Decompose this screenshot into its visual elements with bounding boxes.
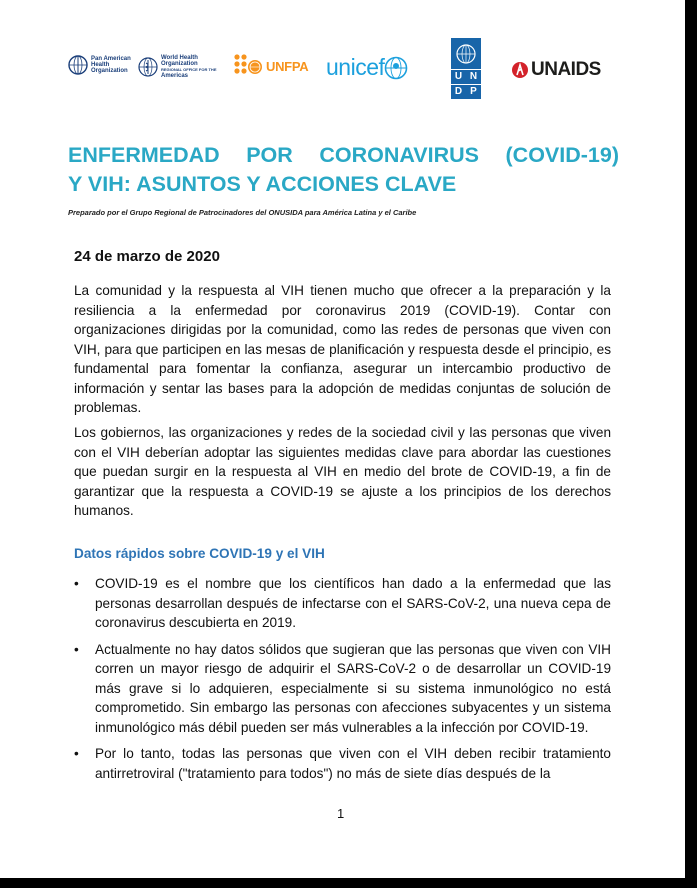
undp-letter: D bbox=[451, 84, 466, 99]
unicef-emblem-icon bbox=[384, 56, 408, 80]
who-name-line2: Organization bbox=[161, 61, 198, 67]
bullet-marker: • bbox=[74, 641, 79, 657]
facts-list bbox=[74, 574, 611, 790]
document-title bbox=[68, 141, 619, 199]
page-number: 1 bbox=[337, 806, 345, 821]
who-name-line1: World Health bbox=[161, 55, 198, 61]
paho-name-line2: Health bbox=[91, 62, 110, 68]
partner-logos bbox=[68, 38, 613, 104]
list-item-text: Por lo tanto, todas las personas que viven con el VIH deben recibir tratamiento antirretroviral ("tratamiento para todos") no más de siete días después de la bbox=[95, 746, 611, 781]
paho-name-line1: Pan American bbox=[91, 56, 131, 62]
list-item bbox=[74, 640, 611, 738]
unaids-logo bbox=[511, 59, 601, 81]
unfpa-dots-icon bbox=[233, 53, 263, 79]
page-frame-bottom bbox=[0, 878, 697, 888]
intro-paragraph: La comunidad y la respuesta al VIH tienen mucho que ofrecer a la preparación y la resiliencia a la enfermedad por coronavirus 2019 (COVID-19). Contar con organizaciones dirigidas por la comunidad, como las redes de personas que viven con VIH, para que participen en las mesas de planificación y respuesta desde el principio, es fundamental para fomentar la confianza, asegurar un intercambio productivo de información y sentar las bases para la adopción de medidas conjuntas de solución de problemas. bbox=[74, 283, 611, 415]
page-frame-right bbox=[685, 0, 697, 888]
title-line-2: Y VIH: ASUNTOS Y ACCIONES CLAVE bbox=[68, 172, 457, 196]
unfpa-wordmark: UNFPA bbox=[266, 58, 309, 74]
red-ribbon-icon bbox=[511, 61, 529, 79]
title-line-1: ENFERMEDAD POR CORONAVIRUS (COVID-19) bbox=[68, 143, 619, 167]
paho-logo bbox=[68, 55, 131, 75]
document-subtitle: Preparado por el Grupo Regional de Patrocinadores del ONUSIDA para América Latina y el Caribe bbox=[68, 208, 417, 217]
measures-paragraph: Los gobiernos, las organizaciones y redes de la sociedad civil y las personas que viven con el VIH deberían adoptar las siguientes medidas clave para abordar las cuestiones que puedan surgir en la respuesta al VIH en medio del brote de COVID-19, a fin de garantizar que la respuesta a COVID-19 se ajuste a los principios de los derechos humanos. bbox=[74, 425, 611, 518]
undp-letter: P bbox=[466, 84, 481, 99]
unaids-wordmark: UNAIDS bbox=[531, 59, 601, 80]
undp-letters bbox=[451, 69, 481, 99]
who-emblem-icon bbox=[138, 57, 158, 77]
unfpa-logo bbox=[233, 53, 308, 79]
list-item bbox=[74, 744, 611, 783]
unicef-wordmark: unicef bbox=[326, 54, 385, 80]
undp-letter: N bbox=[466, 69, 481, 84]
who-name-line4: Americas bbox=[161, 73, 189, 79]
undp-letter: U bbox=[451, 69, 466, 84]
who-name-line3: REGIONAL OFFICE FOR THE bbox=[161, 67, 217, 72]
document-date: 24 de marzo de 2020 bbox=[74, 248, 220, 265]
undp-logo bbox=[451, 38, 481, 99]
list-item-text: Actualmente no hay datos sólidos que sugieran que las personas que viven con VIH corren un mayor riesgo de adquirir el SARS-CoV-2 o de desarrollar un COVID-19 más grave si lo adquieren, especialmente si su sistema inmunológico no está comprometido. Sin embargo las personas con afecciones subyacentes y un sistema inmunológico más débil pueden ser más vulnerables a la infección por COVID-19. bbox=[95, 641, 611, 735]
list-item bbox=[74, 574, 611, 633]
who-logo bbox=[138, 55, 216, 79]
unicef-logo bbox=[326, 54, 408, 81]
undp-box bbox=[451, 38, 481, 99]
bullet-marker: • bbox=[74, 746, 79, 761]
paho-name-line3: Organization bbox=[91, 68, 128, 74]
section-heading: Datos rápidos sobre COVID-19 y el VIH bbox=[74, 546, 325, 561]
paho-emblem-icon bbox=[68, 55, 88, 75]
bullet-marker: • bbox=[74, 576, 79, 591]
list-item-text: COVID-19 es el nombre que los científicos han dado a la enfermedad que las personas desarrollan después de infectarse con el SARS-CoV-2, una nueva cepa de coronavirus descubierta en 2019. bbox=[95, 576, 611, 630]
un-emblem-icon bbox=[454, 42, 478, 66]
